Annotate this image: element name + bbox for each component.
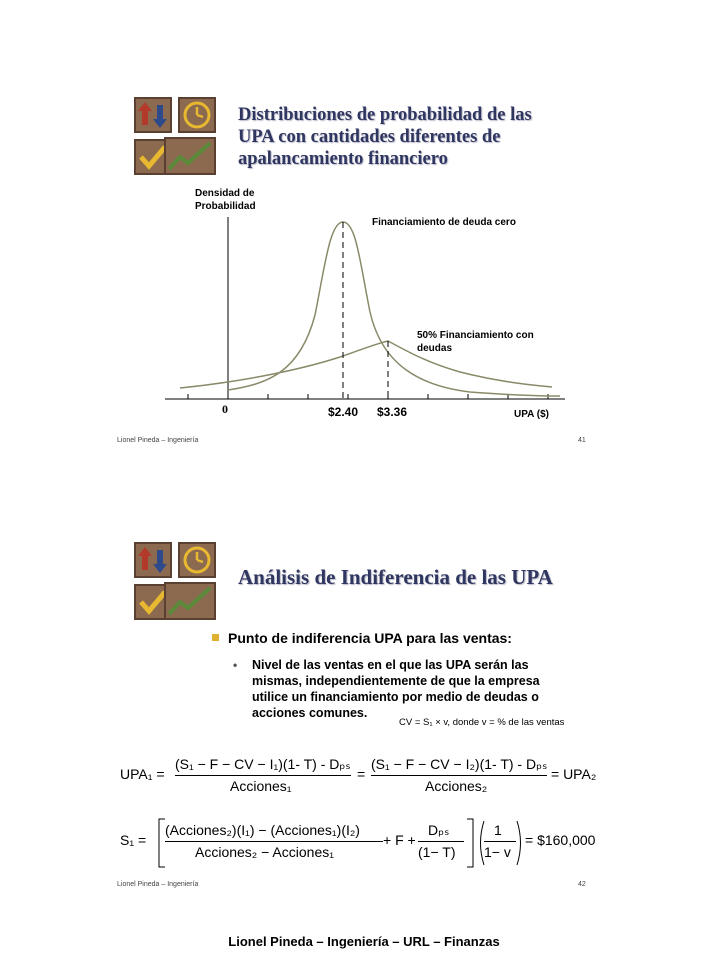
slide-41 (0, 0, 728, 480)
fraction-bar (165, 841, 383, 842)
y-axis-label: Densidad de Probabilidad (195, 188, 256, 212)
bullet-dot-icon: • (233, 658, 238, 672)
formula-s-lhs: S₁ = (120, 832, 147, 848)
origin-label: 0 (222, 402, 228, 416)
fraction-bar (371, 775, 547, 776)
slide-logo (134, 542, 218, 622)
clock-icon (178, 542, 216, 578)
x-axis-ticks (188, 394, 548, 399)
bullet-square-icon (212, 634, 219, 641)
formula-s-one-minus-t: (1− T) (418, 844, 456, 860)
annotation-fifty-debt: 50% Financiamiento con deudas (417, 330, 534, 354)
slide-title: Análisis de Indiferencia de las UPA (238, 565, 553, 589)
formula-s-plus-f: + F + (383, 832, 416, 848)
updown-arrows-icon (134, 542, 172, 578)
trend-line-icon (164, 582, 216, 620)
cv-note: CV = S₁ × v, donde v = % de las ventas (399, 717, 565, 728)
fraction-bar (175, 775, 351, 776)
formula-s-num: (Acciones₂)(I₁) − (Acciones₁)(I₂) (165, 822, 360, 838)
marker-label-240: $2.40 (328, 405, 359, 419)
formula-upa-eq: = (357, 766, 366, 782)
formula-upa-num2: (S₁ − F − CV − I₂)(1- T) - Dₚₛ (371, 756, 548, 772)
formula-upa-den2: Acciones₂ (425, 778, 488, 794)
slide-footer-author: Lionel Pineda – Ingeniería (117, 881, 199, 888)
formula-s-one-minus-v: 1− v (484, 844, 511, 860)
formula-upa-den1: Acciones₁ (230, 778, 292, 794)
formula-upa-rhs: = UPA₂ (551, 766, 597, 782)
formula-s-result: = $160,000 (525, 832, 596, 848)
series-fifty-debt-line (180, 341, 552, 388)
bullet-main (212, 630, 512, 646)
formula-upa-num1: (S₁ − F − CV − I₁)(1- T) - Dₚₛ (175, 756, 351, 772)
bullet-sub-text: Nivel de las ventas en el que las UPA serán las mismas, independientemente de que la empresa utilice un financiamiento por medio de deudas o acciones comunes. (252, 658, 540, 720)
formula-s-den: Acciones₂ − Acciones₁ (195, 844, 334, 860)
probability-chart (0, 0, 728, 480)
formula-upa-lhs: UPA₁ = (120, 766, 165, 782)
document-footer: Lionel Pineda – Ingeniería – URL – Finanzas (228, 934, 500, 949)
paren-right (516, 820, 524, 866)
series-zero-debt-line (228, 222, 560, 396)
slide-page-number: 42 (578, 881, 586, 888)
x-axis-label: UPA ($) (514, 409, 549, 420)
slide-footer-author: Lionel Pineda – Ingeniería (117, 437, 199, 444)
formula-s-one: 1 (494, 822, 502, 838)
marker-label-336: $3.36 (377, 405, 408, 419)
slide-page-number: 41 (578, 437, 586, 444)
slide-42 (0, 480, 728, 900)
fraction-bar (418, 841, 464, 842)
annotation-zero-debt: Financiamiento de deuda cero (372, 217, 516, 228)
fraction-bar (484, 841, 516, 842)
slide-title: Distribuciones de probabilidad de las UPA con cantidades diferentes de apalancamiento financiero (238, 105, 532, 169)
formula-s-dps: Dₚₛ (428, 822, 450, 838)
bullet-main-text: Punto de indiferencia UPA para las ventas: (228, 630, 512, 646)
bracket-right (465, 818, 475, 868)
